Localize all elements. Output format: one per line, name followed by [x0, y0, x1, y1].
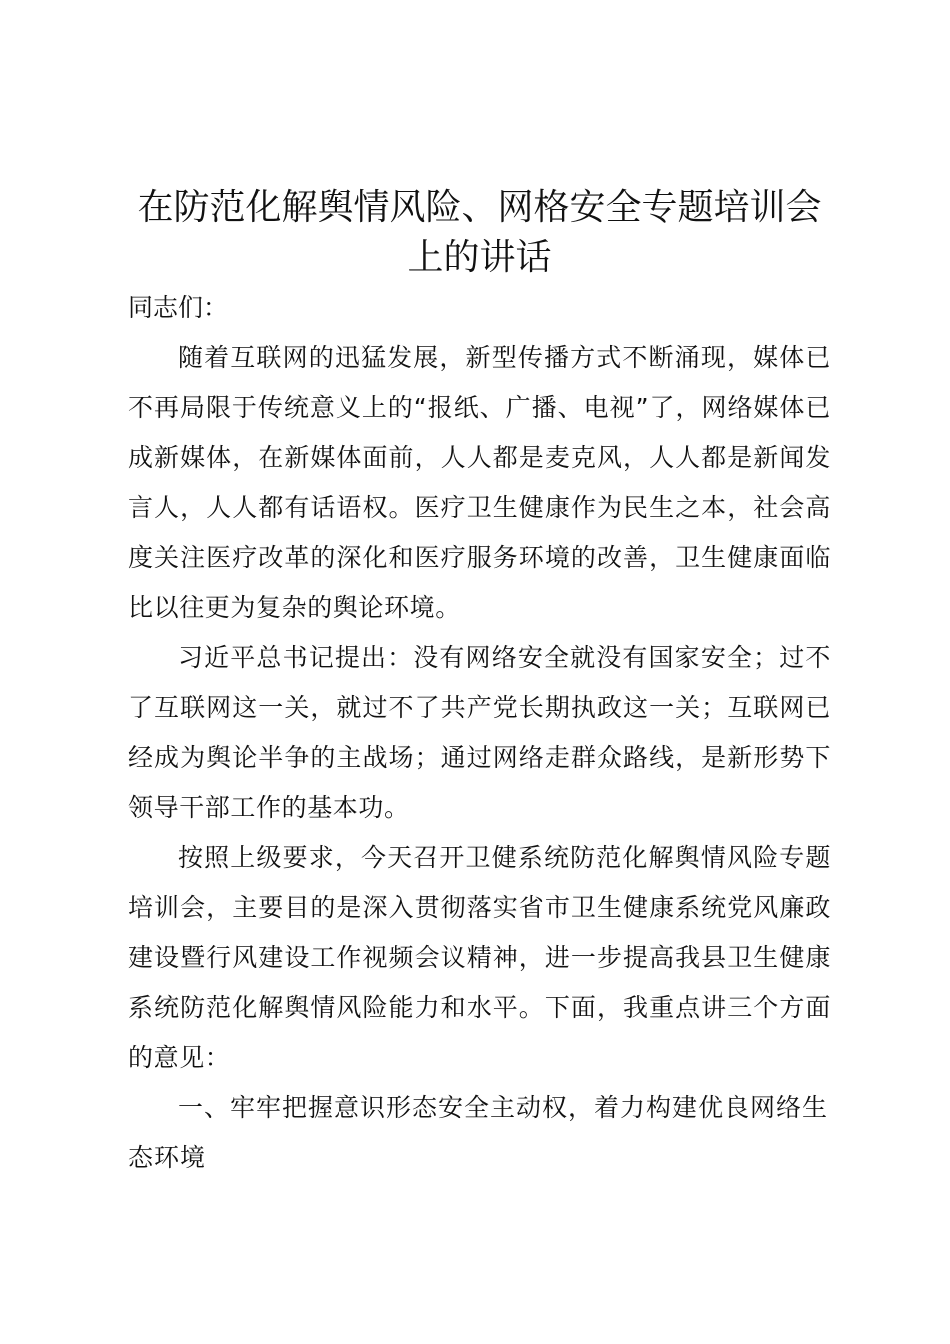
salutation: 同志们： — [128, 293, 229, 322]
document-page — [128, 183, 831, 1183]
paragraph-2: 习近平总书记提出：没有网络安全就没有国家安全；过不了互联网这一关，就过不了共产党长期执政这一关；互联网已经成为舆论半争的主战场；通过网络走群众路线，是新形势下领导干部工作的基本功。 — [128, 643, 831, 822]
paragraph-1: 随着互联网的迅猛发展，新型传播方式不断涌现，媒体已不再局限于传统意义上的“报纸、广播、电视”了，网络媒体已成新媒体，在新媒体面前，人人都是麦克风，人人都是新闻发言人，人人都有话语权。医疗卫生健康作为民生之本，社会高度关注医疗改革的深化和医疗服务环境的改善，卫生健康面临比以往更为复杂的舆论环境。 — [128, 343, 831, 622]
document-title: 在防范化解舆情风险、网格安全专题培训会上的讲话 — [137, 187, 822, 278]
paragraph-3: 按照上级要求，今天召开卫健系统防范化解舆情风险专题培训会，主要目的是深入贯彻落实省市卫生健康系统党风廉政建设暨行风建设工作视频会议精神，进一步提高我县卫生健康系统防范化解舆情风险能力和水平。下面，我重点讲三个方面的意见： — [128, 843, 831, 1072]
section-heading-1: 一、牢牢把握意识形态安全主动权，着力构建优良网络生态环境 — [128, 1093, 829, 1172]
